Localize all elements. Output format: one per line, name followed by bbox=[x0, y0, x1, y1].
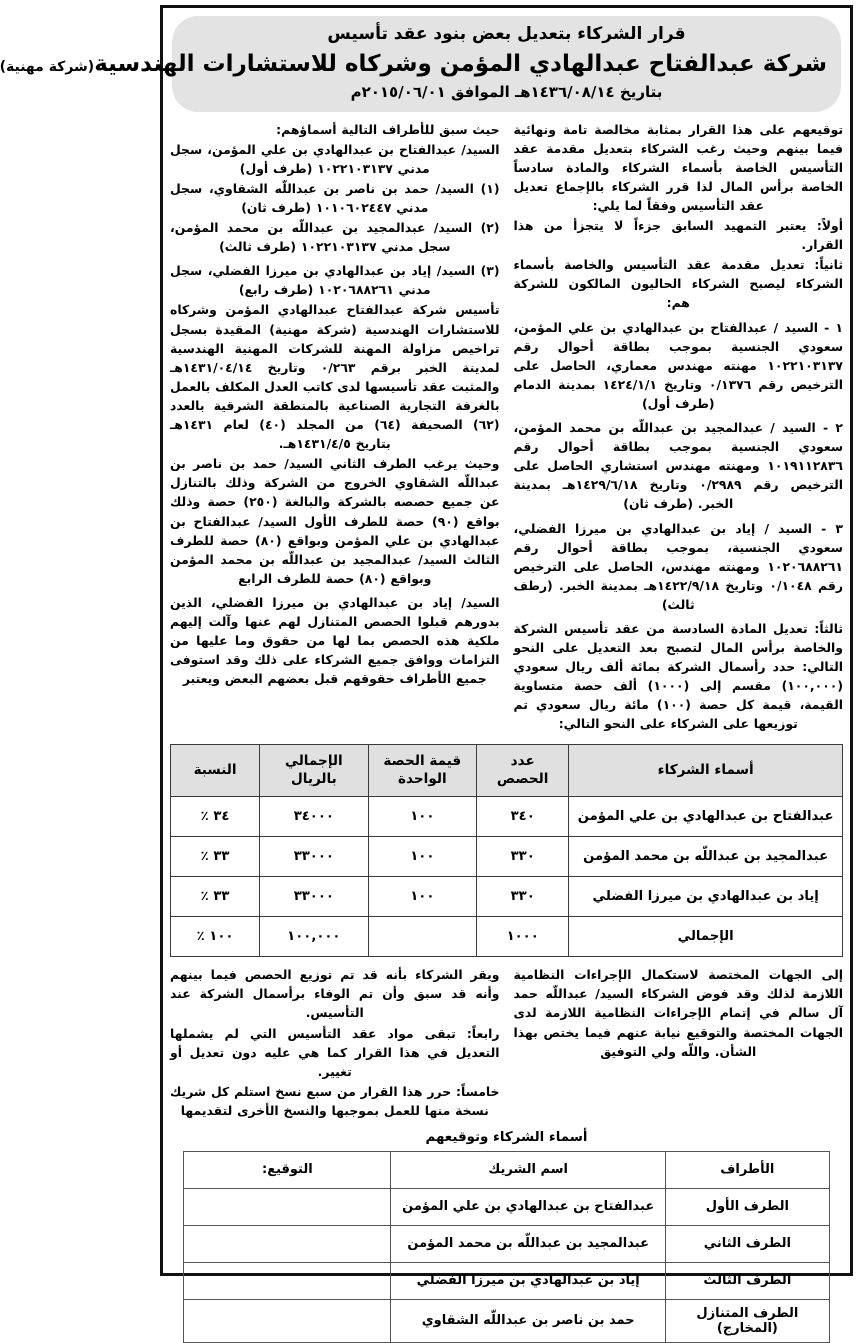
shares-cell-total-riyal: ٣٣٠٠٠ bbox=[260, 877, 368, 917]
right-para-5-party-fourth: (٣) السيد/ إياد بن عبدالهادي بن ميرزا الفضلي، سجل مدني ١٠٢٠٦٨٨٢٦١ (طرف رابع) bbox=[170, 263, 500, 298]
shares-cell-share-count: ١٠٠٠ bbox=[477, 917, 569, 957]
header-subject-line: قرار الشركاء بتعديل بعض بنود عقد تأسيس bbox=[327, 24, 686, 44]
signature-table-row bbox=[184, 1225, 829, 1262]
lower-left-para-1-authorization: إلى الجهات المختصة لاستكمال الإجراءات النظامية اللازمة لذلك وقد فوض الشركاء السيد/ عبداللّه حمد آل سالم في إتمام الإجراءات النظامية اللازمة لدى الجهات المختصة والتوقيع نيابة عنهم فيما يختص بهذا الشأن. واللّه ولي التوفيق bbox=[513, 967, 843, 1059]
shares-cell-percentage: ٣٣ ٪ bbox=[171, 837, 260, 877]
shares-table-row bbox=[171, 877, 843, 917]
shares-cell-unit-value: ١٠٠ bbox=[368, 877, 476, 917]
shares-table-row bbox=[171, 797, 843, 837]
header-company-type: (شركة مهنية) bbox=[0, 58, 95, 75]
shares-distribution-table bbox=[170, 744, 843, 958]
header-date-line: بتاريخ ١٤٣٦/٠٨/١٤هـ الموافق ٢٠١٥/٠٦/٠١م bbox=[350, 83, 663, 102]
right-para-4-party-third: (٢) السيد/ عبدالمجيد بن عبداللّه بن محمد المؤمن، سجل مدني ١٠٢٢١٠٣١٣٧ (طرف ثالث) bbox=[170, 220, 500, 255]
signature-table-body bbox=[184, 1188, 829, 1342]
signature-cell-party: الطرف الثاني bbox=[666, 1225, 829, 1262]
signature-th-party: الأطراف bbox=[666, 1151, 829, 1188]
signature-cell-party: الطرف الأول bbox=[666, 1188, 829, 1225]
shares-cell-unit-value: ١٠٠ bbox=[368, 837, 476, 877]
right-para-3-party-second: (١) السيد/ حمد بن ناصر بن عبداللّه الشقاوي، سجل مدني ١٠١٠٦٠٢٤٤٧ (طرف ثان) bbox=[170, 180, 500, 216]
document-frame bbox=[0, 5, 853, 1336]
left-para-1: توقيعهم على هذا القرار بمثابة مخالصة تامة ونهائية فيما بينهم وحيث رغب الشركاء بتعديل مقدمة عقد التأسيس الخاصة بأسماء الشركاء والمادة سادساً الخاصة برأس المال لذا قرر الشركاء بالإجماع تعديل عقد التأسيس وفقاً لما يلي: bbox=[513, 121, 843, 214]
signature-cell-party: الطرف الثالث bbox=[666, 1262, 829, 1299]
signature-cell-party: الطرف المتنازل (المخارج) bbox=[666, 1299, 829, 1342]
shares-table-header-row bbox=[171, 744, 843, 797]
shares-cell-partner-name: الإجمالي bbox=[569, 917, 843, 957]
lower-right-para-1-acknowledgement: ويقر الشركاء بأنه قد تم توزيع الحصص فيما بينهم وأنه قد سبق وأن تم الوفاء برأسمال الشركة عند التأسيس. bbox=[170, 967, 500, 1021]
right-para-6-company-registration: تأسيس شركة عبدالفتاح عبدالهادي المؤمن وشركاه للاستشارات الهندسية (شركة مهنية) المقيدة بسجل تراخيص مزاولة المهنة للشركات المهنية الهندسية لمدينة الخبر برقم ٠/٢٦٣ وتاريخ ١٤٣١/٠٤/١٤هـ والمثبت عقد تأسيسها لدى كاتب العدل المكلف بالعمل بالغرفة التجارية الصناعية بالمنطقة الشرقية بالعدد (٦٢) الصحيفة (٦٤) من المجلد (٤٠) لعام ١٤٣١هـ بتاريخ ١٤٣١/٤/٥هـ. bbox=[169, 302, 500, 452]
left-para-7-thirdly-capital: ثالثاً: تعديل المادة السادسة من عقد تأسيس الشركة والخاصة برأس المال لتصبح بعد التعديل على النحو التالي: حدد رأسمال الشركة بمائة ألف ريال سعودي (١٠٠,٠٠٠) مقسم إلى (١٠٠٠) ألف حصة متساوية القيمة، قيمة كل حصة (١٠٠) مائة ريال سعودي تم توزيعها على الشركاء على النحو التالي: bbox=[513, 620, 843, 732]
shares-th-unit-value-line2: الواحدة bbox=[397, 770, 447, 787]
signature-cell-signature-area[interactable] bbox=[184, 1262, 391, 1299]
shares-cell-total-riyal: ٣٤٠٠٠ bbox=[260, 797, 368, 837]
shares-cell-partner-name: إياد بن عبدالهادي بن ميرزا الفضلي bbox=[569, 877, 843, 917]
shares-th-total-riyal-line1: الإجمالي bbox=[284, 752, 343, 769]
lower-right-para-3-fifthly: خامساً: حرر هذا القرار من سبع نسخ استلم كل شريك نسخة منها للعمل بموجبها والنسخ الأخرى لتقديمها bbox=[170, 1083, 500, 1118]
lower-right-column bbox=[170, 965, 500, 1121]
shares-th-unit-value-line1: قيمة الحصة bbox=[383, 752, 462, 769]
shares-th-partner-names: أسماء الشركاء bbox=[569, 744, 843, 797]
right-para-1-preamble: حيث سبق للأطراف التالية أسماؤهم: bbox=[276, 121, 500, 137]
shares-cell-unit-value: ١٠٠ bbox=[368, 797, 476, 837]
signature-cell-partner-name: عبدالفتاح بن عبدالهادي بن علي المؤمن bbox=[391, 1188, 666, 1225]
signature-cell-partner-name: حمد بن ناصر بن عبداللّه الشقاوي bbox=[391, 1299, 666, 1342]
right-para-2-party-first: السيد/ عبدالفتاح بن عبدالهادي بن علي المؤمن، سجل مدني ١٠٢٢١٠٣١٣٧ (طرف أول) bbox=[170, 141, 500, 176]
signature-table-row bbox=[184, 1188, 829, 1225]
signature-table bbox=[183, 1151, 829, 1343]
shares-cell-share-count: ٣٤٠ bbox=[477, 797, 569, 837]
shares-th-share-count-line2: الحصص bbox=[496, 770, 549, 787]
right-para-7-withdrawal: وحيث يرغب الطرف الثاني السيد/ حمد بن ناصر بن عبداللّه الشقاوي الخروج من الشركة وذلك بالتنازل عن جميع حصصه بالشركة والبالغة (٢٥٠) حصة وذلك بواقع (٩٠) حصة للطرف الأول السيد/ عبدالفتاح بن عبدالهادي بن علي المؤمن وبواقع (٨٠) حصة للطرف الثالث السيد/ عبدالمجيد بن عبداللّه بن محمد المؤمن وبواقع (٨٠) حصة للطرف الرابع bbox=[170, 456, 500, 586]
signature-cell-signature-area[interactable] bbox=[184, 1225, 391, 1262]
right-para-8-acceptance: السيد/ إياد بن عبدالهادي بن ميرزا الفضلي، الذين بدورهم قبلوا الحصص المتنازل لهم عنها وآلت إليهم ملكية هذه الحصص بما لها من حقوق وما عليها من التزامات ووافق جميع الشركاء على ذلك وقد استوفى جميع الأطراف حقوقهم قبل بعضهم البعض ويعتبر bbox=[170, 594, 500, 687]
shares-cell-percentage: ٣٤ ٪ bbox=[171, 797, 260, 837]
shares-cell-percentage: ١٠٠ ٪ bbox=[171, 917, 260, 957]
body-columns bbox=[170, 120, 843, 735]
signature-table-header-row bbox=[184, 1151, 829, 1188]
lower-body-columns bbox=[170, 965, 843, 1121]
header-company-name-main: شركة عبدالفتاح عبدالهادي المؤمن وشركاه للاستشارات الهندسية bbox=[94, 50, 827, 77]
shares-table-row bbox=[171, 837, 843, 877]
left-para-2-firstly: أولاً: يعتبر التمهيد السابق جزءاً لا يتجزأ من هذا القرار. bbox=[513, 218, 843, 253]
shares-cell-total-riyal: ١٠٠,٠٠٠ bbox=[260, 917, 368, 957]
lower-left-column bbox=[514, 965, 844, 1121]
shares-table-head bbox=[171, 744, 843, 797]
signature-cell-signature-area[interactable] bbox=[184, 1188, 391, 1225]
body-left-column bbox=[514, 120, 844, 735]
signature-cell-signature-area[interactable] bbox=[184, 1299, 391, 1342]
header-company-name bbox=[0, 47, 827, 82]
signature-cell-partner-name: إياد بن عبدالهادي بن ميرزا الفضلي bbox=[391, 1262, 666, 1299]
shares-cell-partner-name: عبدالمجيد بن عبداللّه بن محمد المؤمن bbox=[569, 837, 843, 877]
shares-cell-percentage: ٣٣ ٪ bbox=[171, 877, 260, 917]
document-header-banner bbox=[0, 16, 841, 112]
left-para-3-secondly: ثانياً: تعديل مقدمة عقد التأسيس والخاصة بأسماء الشركاء ليصبح الشركاء الحاليون المالكون للشركة هم: bbox=[513, 257, 843, 311]
signature-section-title: أسماء الشركاء وتوقيعهم bbox=[425, 1129, 588, 1145]
signature-table-row bbox=[184, 1262, 829, 1299]
signature-table-row bbox=[184, 1299, 829, 1342]
shares-cell-share-count: ٣٣٠ bbox=[477, 837, 569, 877]
shares-th-total-riyal-line2: بالريال bbox=[290, 770, 337, 787]
left-para-4-partner-1: ١ - السيد / عبدالفتاح بن عبدالهادي بن علي المؤمن، سعودي الجنسية بموجب بطاقة أحوال رقم ١٠٢٢١٠٣١٣٧ مهنته مهندس معماري، الحاصل على الترخيص رقم ٠/١٣٧٦ وتاريخ ١٤٢٤/١/١ بمدينة الدمام (طرف أول) bbox=[513, 319, 844, 411]
body-right-column bbox=[170, 120, 500, 735]
shares-cell-unit-value bbox=[368, 917, 476, 957]
left-para-6-partner-3: ٣ - السيد / إياد بن عبدالهادي بن ميرزا الفضلي، سعودي الجنسية، بموجب بطاقة أحوال رقم ١٠٢٠٦٨٨٢٦١ ومهنته مهندس، الحاصل على الترخيص رقم ٠/١٠٤٨ وتاريخ ١٤٢٢/٩/١٨هـ بمدينة الخبر. (رطف ثالث) bbox=[513, 520, 843, 612]
shares-th-percentage: النسبة bbox=[171, 744, 260, 797]
shares-table-row bbox=[171, 917, 843, 957]
signature-table-head bbox=[184, 1151, 829, 1188]
shares-table-body bbox=[171, 797, 843, 957]
lower-right-para-2-fourthly: رابعاً: تبقى مواد عقد التأسيس التي لم يشملها التعديل في هذا القرار كما هي عليه دون تعديل أو تغيير. bbox=[170, 1025, 500, 1079]
shares-cell-share-count: ٣٣٠ bbox=[477, 877, 569, 917]
shares-th-share-count bbox=[477, 744, 569, 797]
signature-th-partner-name: اسم الشريك bbox=[391, 1151, 666, 1188]
shares-th-total-riyal bbox=[260, 744, 368, 797]
left-para-5-partner-2: ٢ - السيد / عبدالمجيد بن عبداللّه بن محمد المؤمن، سعودي الجنسية بموجب بطاقة أحوال رقم ١٠١٩١١٢٨٣٦ ومهنته مهندس استشاري الحاصل على الترخيص رقم ٠/٢٩٨٩ وتاريخ ١٤٢٩/٦/١٨هـ بمدينة الخبر. (طرف ثان) bbox=[513, 420, 844, 512]
shares-cell-total-riyal: ٣٣٠٠٠ bbox=[260, 837, 368, 877]
shares-th-share-count-line1: عدد bbox=[510, 752, 535, 769]
shares-th-unit-value bbox=[368, 744, 476, 797]
shares-cell-partner-name: عبدالفتاح بن عبدالهادي بن علي المؤمن bbox=[569, 797, 843, 837]
signature-th-signature: التوقيع: bbox=[184, 1151, 391, 1188]
signature-cell-partner-name: عبدالمجيد بن عبداللّه بن محمد المؤمن bbox=[391, 1225, 666, 1262]
